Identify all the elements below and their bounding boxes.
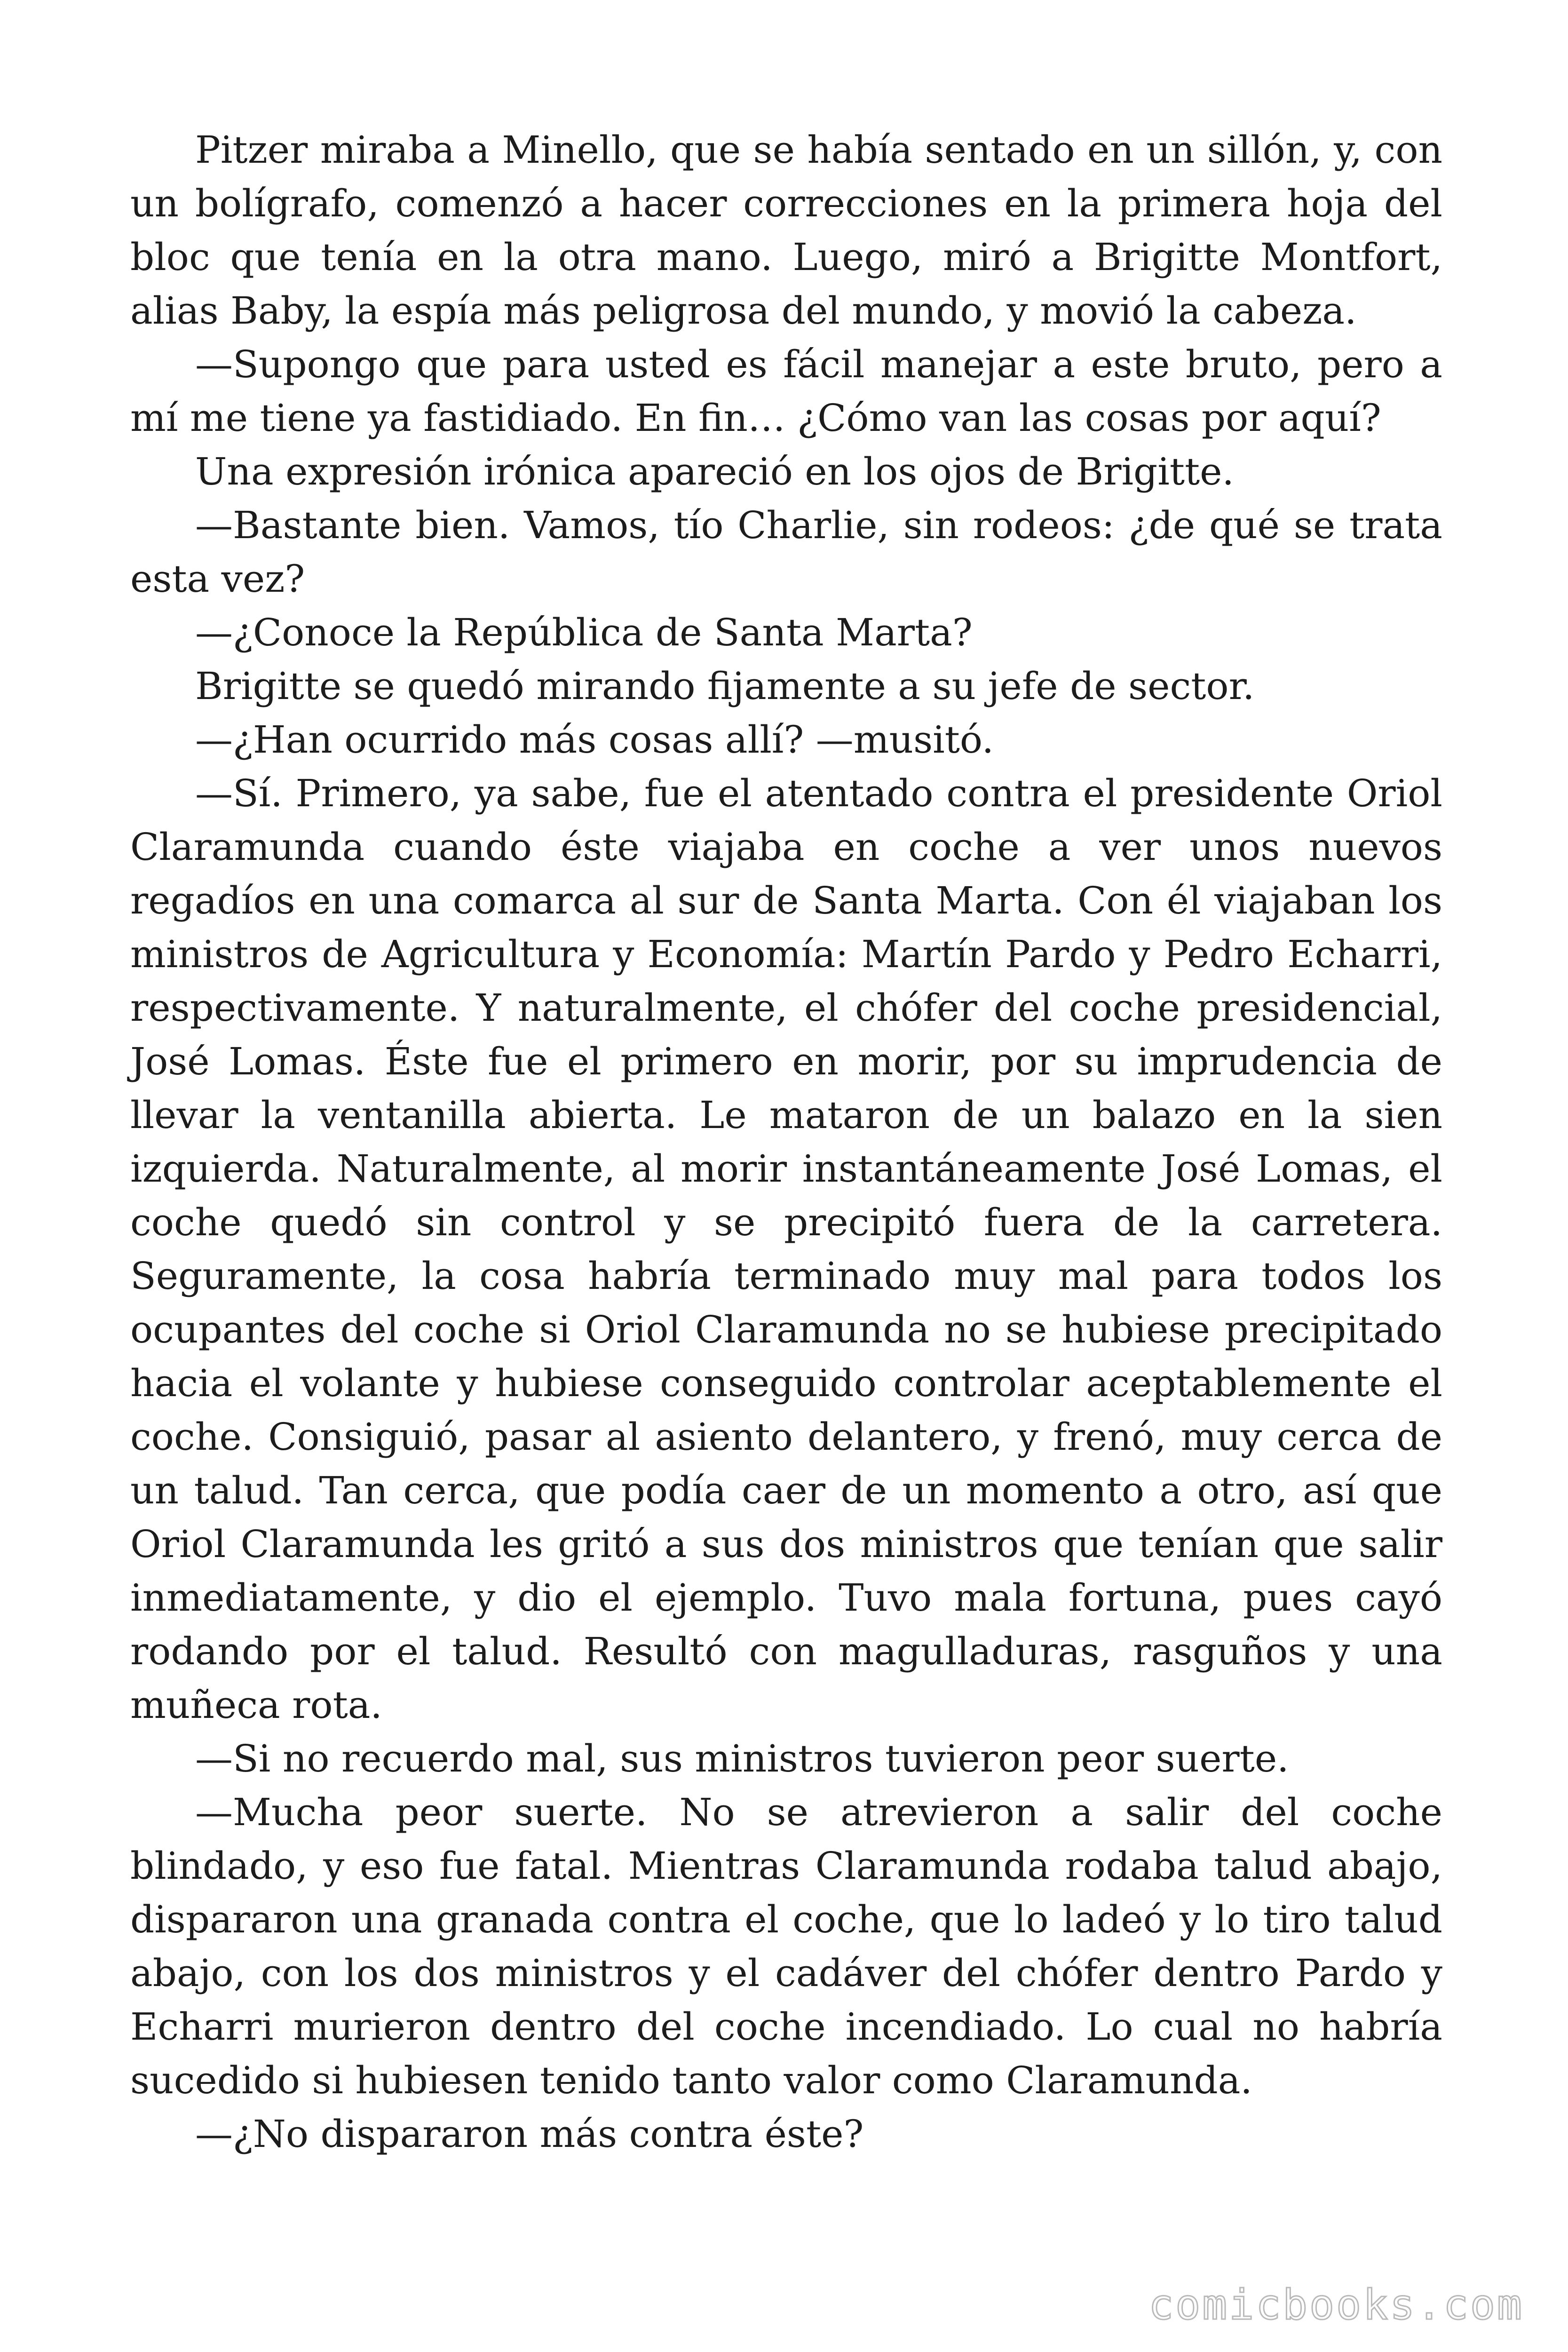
paragraph: —Supongo que para usted es fácil manejar a este bruto, pero a mí me tiene ya fastidiado. En fin… ¿Cómo van las cosas por aquí? [130, 342, 1442, 440]
paragraph: —Sí. Primero, ya sabe, fue el atentado contra el presidente Oriol Claramunda cuando éste viajaba en coche a ver unos nuevos regadíos en una comarca al sur de Santa Marta. Con él viajaban los ministros de Agricultura y Economía: Martín Pardo y Pedro Echarri, respectivamente. Y naturalmente, el chófer del coche presidencial, José Lomas. Éste fue el primero en morir, por su imprudencia de llevar la ventanilla abierta. Le mataron de un balazo en la sien izquierda. Naturalmente, al morir instantáneamente José Lomas, el coche quedó sin control y se precipitó fuera de la carretera. Seguramente, la cosa habría terminado muy mal para todos los ocupantes del coche si Oriol Claramunda no se hubiese precipitado hacia el volante y hubiese conseguido controlar aceptablemente el coche. Consiguió, pasar al asiento delantero, y frenó, muy cerca de un talud. Tan cerca, que podía caer de un momento a otro, así que Oriol Claramunda les gritó a sus dos ministros que tenían que salir inmediatamente, y dio el ejemplo. Tuvo mala fortuna, pues cayó rodando por el talud. Resultó con magulladuras, rasguños y una muñeca rota. [130, 771, 1442, 1727]
paragraph: —Mucha peor suerte. No se atrevieron a salir del coche blindado, y eso fue fatal. Mientras Claramunda rodaba talud abajo, dispararon una granada contra el coche, que lo ladeó y lo tiro talud abajo, con los dos ministros y el cadáver del chófer dentro Pardo y Echarri murieron dentro del coche incendiado. Lo cual no habría sucedido si hubiesen tenido tanto valor como Claramunda. [130, 1790, 1442, 2102]
watermark: comicbooks.com [1148, 2280, 1524, 2329]
paragraph: —Bastante bien. Vamos, tío Charlie, sin rodeos: ¿de qué se trata esta vez? [130, 503, 1442, 601]
paragraph: —Si no recuerdo mal, sus ministros tuvieron peor suerte. [195, 1737, 1289, 1780]
paragraph: —¿No dispararon más contra éste? [195, 2112, 864, 2156]
paragraph: —¿Conoce la República de Santa Marta? [195, 611, 973, 654]
paragraph: Una expresión irónica apareció en los ojos de Brigitte. [195, 450, 1234, 493]
paragraph: Pitzer miraba a Minello, que se había sentado en un sillón, y, con un bolígrafo, comenzó a hacer correcciones en la primera hoja del bloc que tenía en la otra mano. Luego, miró a Brigitte Montfort, alias Baby, la espía más peligrosa del mundo, y movió la cabeza. [130, 128, 1442, 333]
paragraph: —¿Han ocurrido más cosas allí? —musitó. [195, 718, 994, 762]
page-body [130, 123, 1442, 2161]
paragraph: Brigitte se quedó mirando fijamente a su jefe de sector. [195, 664, 1255, 708]
